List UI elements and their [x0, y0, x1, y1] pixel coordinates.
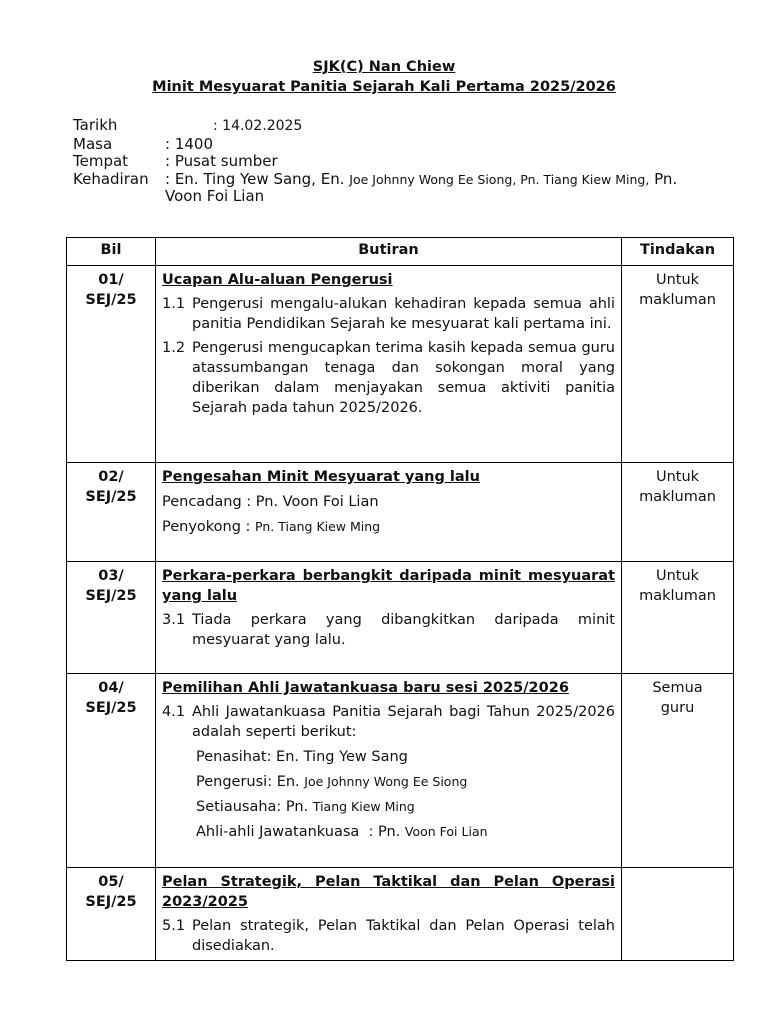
- bil-cell: 05/ SEJ/25: [67, 868, 156, 961]
- list-item: 1.2 Pengerusi mengucapkan terima kasih kepada semua guru atassumbangan tenaga dan sokongan moral yang diberikan dalam menjayakan semua aktiviti panitia Sejarah pada tahun 2025/2026.: [162, 340, 615, 416]
- kehadiran-value: : En. Ting Yew Sang, En. Joe Johnny Wong Ee Siong, Pn. Tiang Kiew Ming, Pn. Voon Foi Lian: [165, 169, 678, 205]
- tindakan-cell: [622, 868, 734, 961]
- bil-cell: 04/ SEJ/25: [67, 674, 156, 868]
- meta-masa: [73, 136, 753, 154]
- table-row: [67, 266, 734, 463]
- section-title: Pemilihan Ahli Jawatankuasa baru sesi 2025/2026: [162, 680, 569, 696]
- tindakan-cell: Untuk makluman: [622, 463, 734, 562]
- table-row: [67, 562, 734, 674]
- section-title: Pelan Strategik, Pelan Taktikal dan Pelan Operasi 2023/2025: [162, 874, 615, 910]
- meta-tarikh: [73, 117, 753, 136]
- ajk-penasihat: Penasihat: En. Ting Yew Sang: [196, 749, 408, 765]
- kehadiran-label: Kehadiran: [73, 169, 149, 188]
- document-title: Minit Mesyuarat Panitia Sejarah Kali Pertama 2025/2026: [152, 79, 616, 95]
- meeting-details: [73, 117, 753, 206]
- tempat-label: Tempat: [73, 152, 129, 170]
- pencadang-text: Pencadang : Pn. Voon Foi Lian: [162, 494, 379, 510]
- tarikh-label: Tarikh: [73, 116, 118, 134]
- bil-cell: 01/ SEJ/25: [67, 266, 156, 463]
- list-item: 4.1 Ahli Jawatankuasa Panitia Sejarah bagi Tahun 2025/2026 adalah seperti berikut:: [162, 704, 615, 740]
- ajk-setiausaha: Setiausaha: Pn. Tiang Kiew Ming: [196, 799, 415, 815]
- butiran-cell: [156, 674, 622, 868]
- minutes-table: [66, 237, 734, 961]
- table-header-row: [67, 238, 734, 266]
- table-row: [67, 463, 734, 562]
- butiran-cell: [156, 463, 622, 562]
- header-tindakan: Tindakan: [622, 238, 734, 266]
- tarikh-value: : 14.02.2025: [213, 118, 303, 134]
- bil-cell: 03/ SEJ/25: [67, 562, 156, 674]
- ajk-ahli: Ahli-ahli Jawatankuasa : Pn. Voon Foi Lian: [196, 824, 488, 840]
- tempat-value: : Pusat sumber: [165, 152, 278, 170]
- tindakan-cell: Semua guru: [622, 674, 734, 868]
- meta-tempat: [73, 153, 753, 171]
- list-item: 5.1 Pelan strategik, Pelan Taktikal dan Pelan Operasi telah disediakan.: [162, 918, 615, 954]
- list-item: 1.1 Pengerusi mengalu-alukan kehadiran kepada semua ahli panitia Pendidikan Sejarah ke mesyuarat kali pertama ini.: [162, 296, 615, 332]
- meta-kehadiran: [73, 171, 753, 206]
- table-row: [67, 674, 734, 868]
- section-title: Ucapan Alu-aluan Pengerusi: [162, 272, 393, 288]
- school-name: SJK(C) Nan Chiew: [312, 59, 456, 75]
- ajk-pengerusi: Pengerusi: En. Joe Johnny Wong Ee Siong: [196, 774, 468, 790]
- butiran-cell: [156, 868, 622, 961]
- table-row: [67, 868, 734, 961]
- tindakan-cell: Untuk makluman: [622, 562, 734, 674]
- tindakan-cell: Untuk makluman: [622, 266, 734, 463]
- butiran-cell: [156, 562, 622, 674]
- header-butiran: Butiran: [156, 238, 622, 266]
- penyokong-text: Penyokong : Pn. Tiang Kiew Ming: [162, 519, 381, 535]
- header-bil: Bil: [67, 238, 156, 266]
- list-item: 3.1 Tiada perkara yang dibangkitkan daripada minit mesyuarat yang lalu.: [162, 612, 615, 648]
- bil-cell: 02/ SEJ/25: [67, 463, 156, 562]
- butiran-cell: [156, 266, 622, 463]
- masa-label: Masa: [73, 134, 113, 153]
- masa-value: : 1400: [165, 134, 213, 153]
- section-title: Pengesahan Minit Mesyuarat yang lalu: [162, 469, 480, 485]
- section-title: Perkara-perkara berbangkit daripada minit mesyuarat yang lalu: [162, 568, 615, 604]
